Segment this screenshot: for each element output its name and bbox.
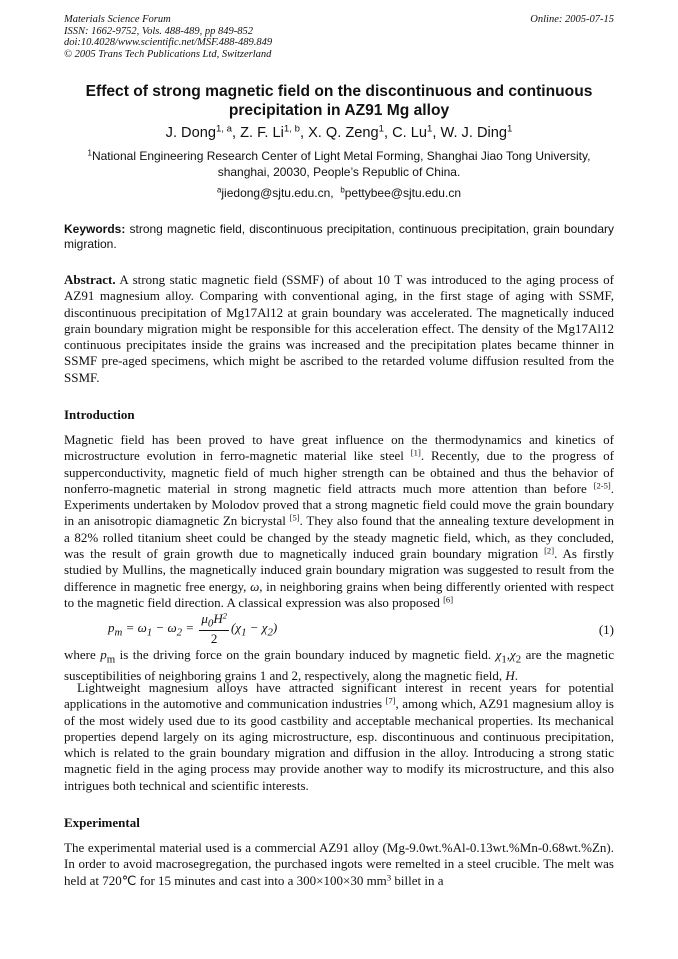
eq-symbol: (χ: [231, 619, 242, 635]
eq-symbol: − χ: [246, 619, 268, 635]
omega-symbol: ω: [250, 578, 260, 594]
copyright-line: © 2005 Trans Tech Publications Ltd, Switzerland: [64, 48, 272, 60]
math-subscript: 2: [515, 653, 522, 666]
author-affiliation-mark: 1, a: [215, 123, 232, 135]
author-affiliation-mark: 1: [378, 123, 385, 135]
eq-symbol: p: [108, 619, 115, 635]
author-affiliation-mark: 1: [427, 123, 433, 135]
author-separator: ,: [384, 125, 393, 141]
eq-subscript: m: [114, 626, 123, 639]
math-symbol: p: [100, 647, 107, 662]
eq-subscript: 0: [207, 617, 214, 630]
text-run: . As firstly studied by Mullins, the magnetically induced grain boundary migration was suggested to result from the difference in magnetic free energy,: [64, 546, 614, 594]
keywords-text: strong magnetic field, discontinuous precipitation, continuous precipitation, grain boundary migration.: [64, 222, 614, 252]
text-run: where: [64, 647, 101, 662]
section-heading-introduction: Introduction: [64, 407, 135, 422]
section-heading-experimental: Experimental: [64, 815, 140, 830]
author-name: X. Q. Zeng: [308, 125, 379, 141]
email-a: jiedong@sjtu.edu.cn,: [221, 186, 334, 200]
unit-superscript: 3: [386, 871, 392, 882]
text-run: is the driving force on the grain boundary induced by magnetic field.: [115, 647, 496, 662]
eq-denominator: 2: [210, 630, 218, 646]
paper-title: Effect of strong magnetic field on the discontinuous and continuous precipitation in AZ91 Mg alloy: [85, 83, 593, 119]
intro-paragraph-1: [64, 432, 614, 611]
eq-subscript: 1: [241, 626, 247, 639]
eq-symbol: μ: [201, 611, 208, 626]
text-run: Magnetic field has been proved to have great influence on the thermodynamics and kinetics of microstructure evolution in ferro-magnetic material like steel: [64, 432, 614, 464]
keywords: [64, 222, 614, 253]
citation: [2]: [544, 545, 555, 556]
math-symbol: χ: [495, 647, 502, 662]
text-run: are the magnetic susceptibilities of neighboring grains 1 and 2, respectively, along the magnetic field,: [64, 647, 614, 683]
math-symbol: χ: [510, 647, 516, 662]
eq-subscript: 1: [146, 626, 153, 639]
keywords-label: Keywords:: [64, 222, 126, 236]
eq-symbol: =: [182, 619, 198, 635]
text-run: , among which, AZ91 magnesium alloy is of the most widely used due to its good castbility and acceptable mechanical properties. Its mechanical properties depend largely on its aging microstructure, esp. discontinuous and continuous precipitation, which is related to the grain boundary migration and diffusion in the alloy. Introducing a strong static magnetic field in the aging process may provide another way to modify its microstructure, and this also intrigues both technical and scientific interests.: [64, 696, 614, 793]
text-run: . Recently, due to the progress of supperconductivity, magnetic field of much higher strength can be obtained and thus the behavior of nonferro-magnetic material in strong magnetic field attracts much more attention than before: [64, 448, 615, 496]
citation: [2-5]: [593, 480, 611, 491]
email-mark-b: b: [340, 185, 345, 195]
text-run: ,: [506, 647, 511, 662]
text-run: The experimental material used is a commercial AZ91 alloy (Mg-9.0wt.%Al-0.13wt.%Mn-0.68wt.%Zn). In order to avoid macrosegregation, the purchased ingots were remelted in a steel crucible. The melt was held at 720℃ for 15 minutes and cast into a 300×100×30 mm: [64, 840, 614, 888]
author-emails: [64, 186, 614, 201]
equation-1: [108, 611, 614, 651]
math-subscript: m: [106, 653, 116, 666]
doi-line: doi:10.4028/www.scientific.net/MSF.488-489.849: [64, 37, 273, 49]
author-name: Z. F. Li: [240, 125, 284, 141]
eq-subscript: 2: [267, 626, 273, 639]
text-run: .: [514, 667, 519, 683]
citation: [5]: [289, 512, 300, 523]
abstract-text: A strong static magnetic field (SSMF) of about 10 T was introduced to the aging process of AZ91 magnesium alloy. Comparing with conventional aging, in the first stage of aging with SSMF, discontinuous precipitation of Mg17Al12 at grain boundary was accelerated. The magnetically induced grain boundary migration might be responsible for this acceleration effect. The density of the Mg17Al12 continuous precipitates inside the grains was increased and the precipitation plates became thinner in SSMF pre-aged specimens, which might be ascribed to the retarded volume diffusion resulted from the SSMF.: [64, 272, 614, 385]
eq-subscript: 2: [176, 626, 183, 639]
eq-symbol: − ω: [152, 619, 177, 635]
text-run: , in neighboring grains when being differently oriented with respect to the magnetic field direction. A classical expression was also proposed: [64, 578, 614, 610]
email-mark-a: a: [216, 185, 222, 195]
affiliation-mark: 1: [87, 148, 92, 158]
citation: [7]: [385, 695, 396, 706]
author-separator: ,: [232, 125, 241, 141]
affiliation-text: National Engineering Research Center of Light Metal Forming, Shanghai Jiao Tong University, shanghai, 20030, People’s Republic of China.: [91, 149, 591, 179]
intro-paragraph-3: [64, 680, 614, 794]
author-separator: ,: [299, 125, 309, 141]
experimental-paragraph-1: [64, 840, 614, 889]
journal-name: Materials Science Forum: [64, 14, 171, 25]
eq-symbol: ): [272, 619, 278, 635]
eq-symbol: H: [213, 611, 223, 626]
author-list: [64, 124, 614, 142]
author-name: C. Lu: [392, 125, 428, 141]
math-symbol: H: [505, 667, 515, 683]
journal-header: [64, 14, 614, 60]
author-name: J. Dong: [165, 125, 216, 141]
intro-paragraph-2: [64, 647, 614, 684]
text-run: . Experiments undertaken by Molodov proved that a strong magnetic field could move the grain boundary in an anisotropic diamagnetic Zn bicrystal: [64, 480, 614, 529]
issn-line: ISSN: 1662-9752, Vols. 488-489, pp 849-852: [64, 25, 253, 37]
author-affiliation-mark: 1, b: [283, 123, 300, 135]
citation: [6]: [443, 594, 454, 605]
equation-expression: [108, 611, 277, 647]
equation-number: (1): [598, 622, 614, 637]
eq-fraction: [199, 611, 229, 647]
author-name: W. J. Ding: [440, 125, 507, 141]
eq-superscript: 2: [222, 610, 227, 621]
eq-symbol: = ω: [122, 619, 147, 635]
math-subscript: 1: [501, 653, 507, 666]
text-run: . They also found that the annealing texture development in a 82% rolled titanium sheet could be changed by the steady magnetic field, which, as they concluded, was the result of grain growth due to magnetically induced grain boundary migration: [64, 513, 614, 562]
abstract: [64, 272, 614, 386]
affiliation: [64, 149, 614, 180]
eq-numerator: [199, 611, 229, 631]
text-run: Lightweight magnesium alloys have attracted significant interest in recent years for potential applications in the automotive and communication industries: [64, 680, 614, 712]
citation: [1]: [410, 447, 421, 458]
author-affiliation-mark: 1: [506, 123, 513, 135]
online-date: Online: 2005-07-15: [530, 14, 614, 25]
email-b: pettybee@sjtu.edu.cn: [344, 186, 461, 200]
author-separator: ,: [432, 125, 441, 141]
text-run: billet in a: [391, 872, 444, 888]
abstract-label: Abstract.: [64, 272, 116, 287]
